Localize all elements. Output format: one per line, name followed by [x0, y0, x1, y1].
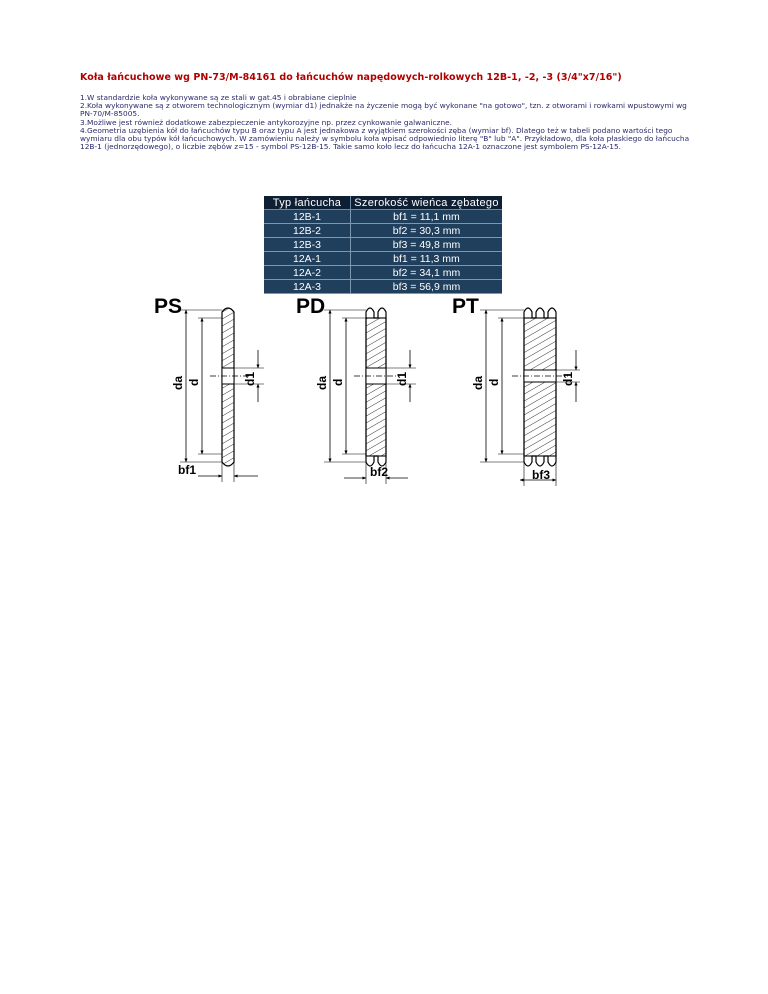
page-title: Koła łańcuchowe wg PN-73/M-84161 do łańcuchów napędowych-rolkowych 12B-1, -2, -3 (3/4"x7/16")	[80, 72, 622, 83]
table-cell-chain-type: 12B-2	[264, 224, 351, 238]
drawing-label-pd: PD	[296, 295, 326, 318]
sprocket-body-pt	[512, 308, 568, 466]
table-cell-chain-type: 12A-2	[264, 266, 351, 280]
note-1: 1.W standardzie koła wykonywane są ze stali w gat.45 i obrabiane cieplnie	[80, 93, 357, 102]
table-row	[264, 210, 502, 224]
table-row	[264, 252, 502, 266]
table-cell-rim-width: bf2 = 34,1 mm	[351, 266, 503, 280]
note-4: 4.Geometria uzębienia kół do łańcuchów typu B oraz typu A jest jednakowa z wyjątkiem szerokości zęba (wymiar bf). Dlatego też w tabeli podano wartości tego wymiaru dla obu typów kół łańcuchowych. W zamówieniu należy w symbolu koła wpisać odpowiednio literę "B" lub "A". Przykładowo, dla koła płaskiego do łańcucha 12B-1 (jednorzędowego), o liczbie zębów z=15 - symbol PS-12B-15. Takie samo koło lecz do łańcucha 12A-1 oznaczone jest symbolem PS-12A-15.	[80, 125, 690, 152]
table-cell-chain-type: 12A-3	[264, 280, 351, 294]
dim-d-pt: d	[487, 378, 501, 386]
note-2: 2.Koła wykonywane są z otworem technologicznym (wymiar d1) jednakże na życzenie mogą być wykonane "na gotowo", tzn. z otworami i rowkami wpustowymi wg PN-70/M-85005.	[80, 101, 687, 119]
table-cell-rim-width: bf1 = 11,1 mm	[351, 210, 503, 224]
table-cell-chain-type: 12B-3	[264, 238, 351, 252]
dim-bf2-pd: bf2	[370, 465, 388, 479]
table-header-row	[264, 196, 502, 210]
dim-da-pt: da	[471, 375, 485, 390]
table-row	[264, 224, 502, 238]
table-cell-chain-type: 12B-1	[264, 210, 351, 224]
sprocket-drawings	[140, 290, 580, 490]
notes	[80, 94, 700, 151]
chain-width-table	[264, 196, 502, 294]
note-3: 3.Możliwe jest również dodatkowe zabezpieczenie antykorozyjne np. przez cynkowanie galwaniczne.	[80, 117, 453, 127]
sprocket-body-pd	[354, 308, 398, 466]
dim-d-pd: d	[331, 378, 345, 386]
dim-bf3-pt: bf3	[532, 468, 550, 482]
drawing-label-ps: PS	[154, 295, 183, 318]
drawing-ps	[154, 295, 264, 482]
sprocket-body-ps	[210, 308, 250, 466]
dim-d-ps: d	[187, 378, 201, 386]
table-cell-rim-width: bf3 = 49,8 mm	[351, 238, 503, 252]
table-cell-chain-type: 12A-1	[264, 252, 351, 266]
dim-da-pd: da	[315, 375, 329, 390]
drawing-pd	[296, 295, 416, 484]
table-cell-rim-width: bf1 = 11,3 mm	[351, 252, 503, 266]
table-cell-rim-width: bf3 = 56,9 mm	[351, 280, 503, 294]
table-row	[264, 266, 502, 280]
dim-bf1-ps: bf1	[178, 463, 196, 477]
table-cell-rim-width: bf2 = 30,3 mm	[351, 224, 503, 238]
table-row	[264, 238, 502, 252]
dim-d1-ps: d1	[243, 371, 257, 386]
dim-d1-pd: d1	[395, 371, 409, 386]
drawing-label-pt: PT	[452, 295, 479, 318]
dim-d1-pt: d1	[561, 371, 575, 386]
table-header-chain-type: Typ łańcucha	[264, 196, 351, 210]
drawing-pt	[452, 295, 580, 486]
table-header-rim-width: Szerokość wieńca zębatego	[351, 196, 503, 210]
dim-da-ps: da	[171, 375, 185, 390]
